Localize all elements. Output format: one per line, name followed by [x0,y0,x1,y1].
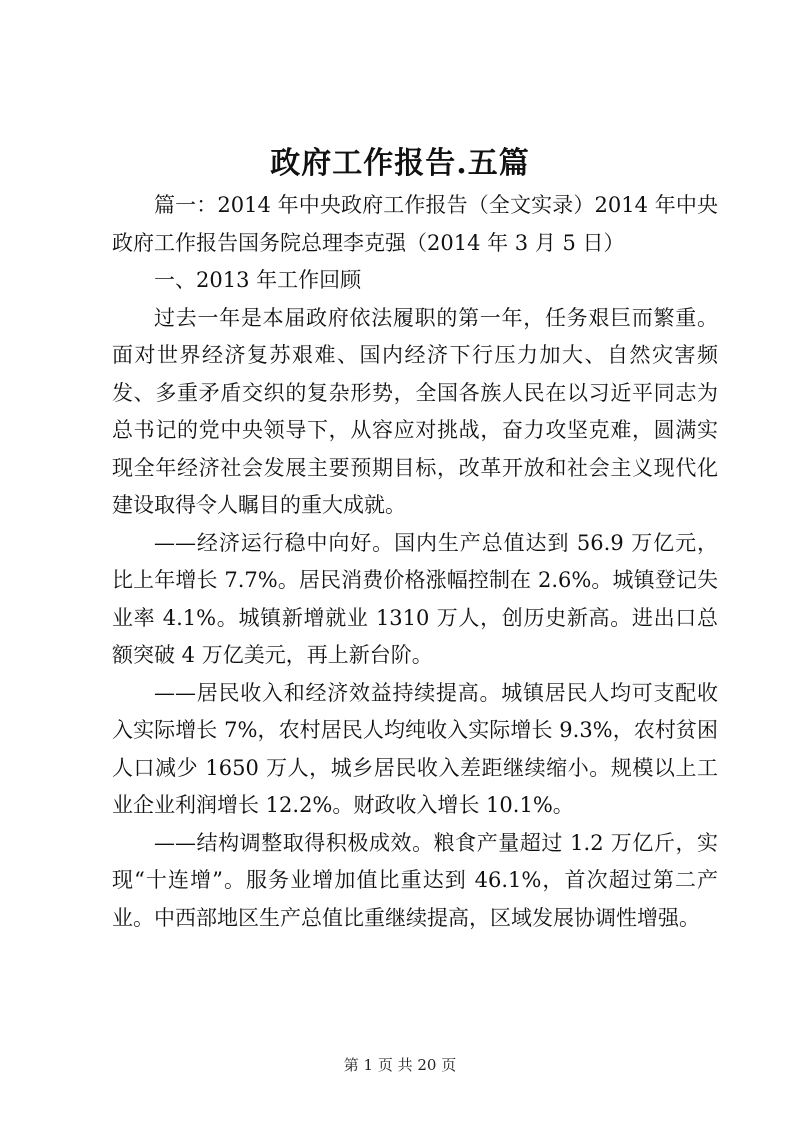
paragraph-economy: ——经济运行稳中向好。国内生产总值达到 56.9 万亿元，比上年增长 7.7%。居民消费价格涨幅控制在 2.6%。城镇登记失业率 4.1%。城镇新增就业 1310 万人，创历史新高。进出口总额突破 4 万亿美元，再上新台阶。 [112,530,718,667]
paragraph-structure: ——结构调整取得积极成效。粮食产量超过 1.2 万亿斤，实现“十连增”。服务业增加值比重达到 46.1%，首次超过第二产业。中西部地区生产总值比重继续提高，区域发展协调性增强。 [112,830,718,930]
document-title: 政府工作报告.五篇 [270,146,530,181]
page-number: 第 1 页 共 20 页 [343,1056,457,1074]
paragraph-income: ——居民收入和经济效益持续提高。城镇居民人均可支配收入实际增长 7%，农村居民人均纯收入实际增长 9.3%，农村贫困人口减少 1650 万人，城乡居民收入差距继续缩小。规模以上工业企业利润增长 12.2%。财政收入增长 10.1%。 [112,680,718,817]
document-body [112,187,718,937]
paragraph-intro: 篇一：2014 年中央政府工作报告（全文实录）2014 年中央政府工作报告国务院总理李克强（2014 年 3 月 5 日） [112,193,718,255]
section-heading: 一、2013 年工作回顾 [154,268,362,292]
paragraph-overview: 过去一年是本届政府依法履职的第一年，任务艰巨而繁重。面对世界经济复苏艰难、国内经济下行压力加大、自然灾害频发、多重矛盾交织的复杂形势，全国各族人民在以习近平同志为总书记的党中央领导下，从容应对挑战，奋力攻坚克难，圆满实现全年经济社会发展主要预期目标，改革开放和社会主义现代化建设取得令人瞩目的重大成就。 [112,305,718,517]
